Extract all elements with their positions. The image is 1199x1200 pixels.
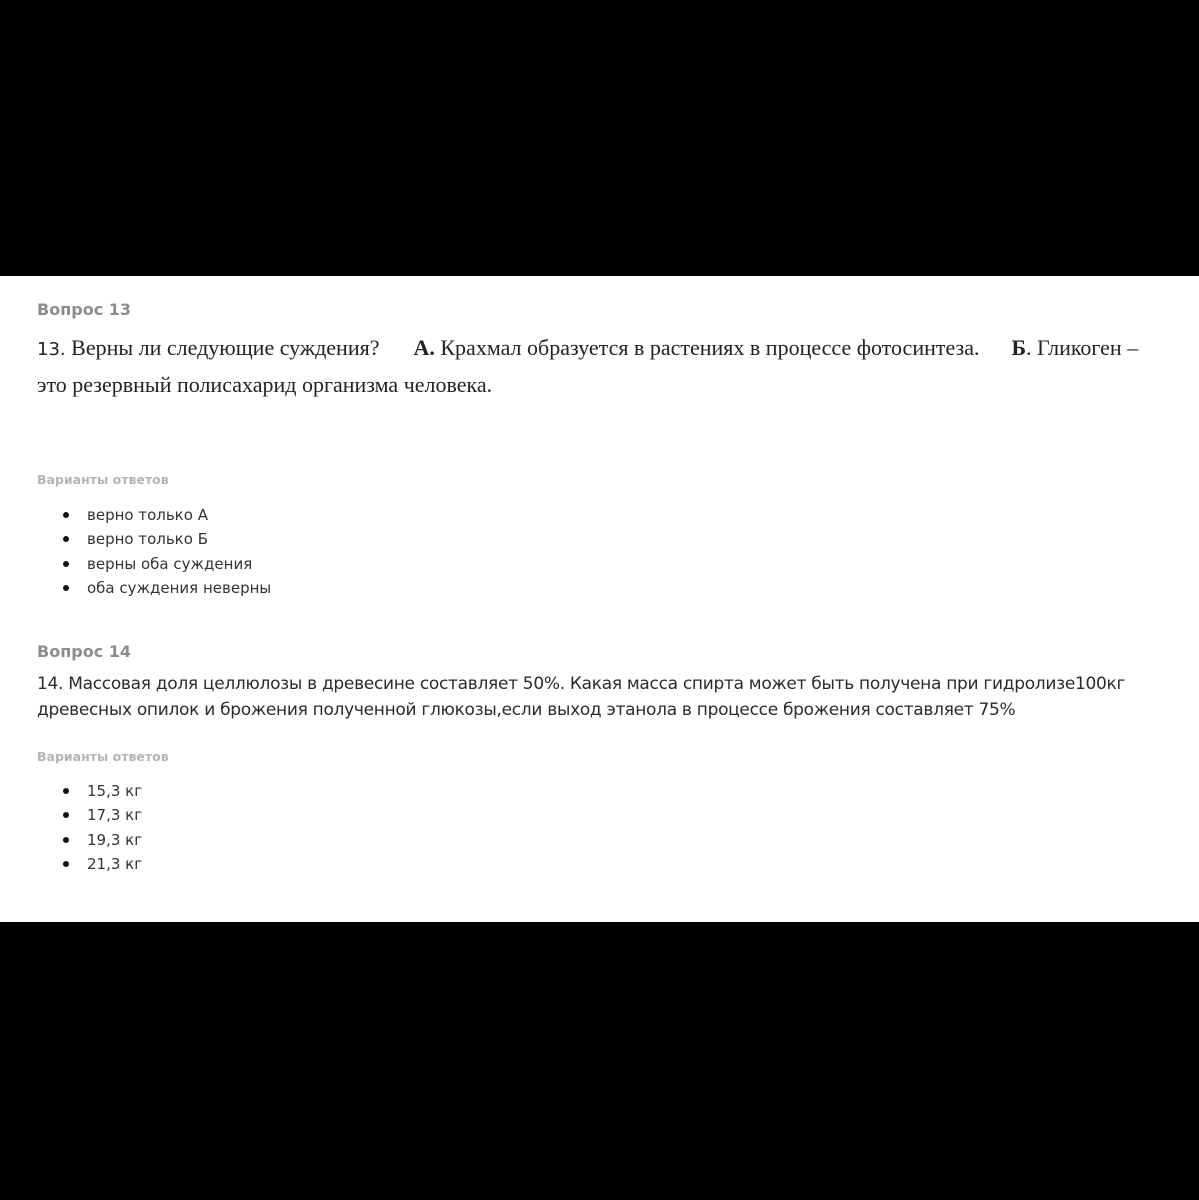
bullet-icon [63,837,69,843]
question-13-text [37,330,1147,402]
question-13-part1: Верны ли следующие суждения? [71,335,380,360]
answer-option[interactable] [62,830,142,854]
answer-option-label: 15,3 кг [87,782,143,800]
question-13-number: 13. [37,339,66,360]
question-13-label: Вопрос 13 [37,300,132,319]
statement-a-mark: А. [413,335,435,360]
bullet-icon [63,512,69,518]
statement-a-text: Крахмал образуется в растениях в процессе фотосинтеза. [440,335,980,360]
answer-option-label: оба суждения неверны [87,579,272,598]
answer-option[interactable] [62,578,271,602]
letterbox-top [0,0,1199,276]
answer-option[interactable] [62,505,271,529]
answer-list-14 [62,781,142,879]
statement-b-mark: Б [1011,335,1027,360]
answer-option-label: верно только А [87,506,208,524]
answer-list-13 [62,505,271,603]
answer-option[interactable] [62,554,271,578]
answer-option-label: 17,3 кг [87,806,143,825]
bullet-icon [63,585,69,591]
bullet-icon [63,861,69,867]
quiz-content [0,276,1199,922]
answer-option[interactable] [62,529,271,553]
answer-option-label: 19,3 кг [87,830,143,849]
bullet-icon [63,561,69,567]
answer-option[interactable] [62,805,142,829]
letterbox-bottom [0,922,1199,1200]
answer-option-label: 21,3 кг [87,855,143,874]
statement-b-text: Гликоген – это резервный полисахарид организма человека. [37,335,1139,397]
question-14-label: Вопрос 14 [37,642,132,661]
answers-title-14: Варианты ответов [37,749,169,764]
answer-option[interactable] [62,781,142,805]
bullet-icon [63,536,69,542]
answers-title-13: Варианты ответов [37,472,169,487]
question-14-text: 14. Массовая доля целлюлозы в древесине составляет 50%. Какая масса спирта может быть получена при гидролизе100кг древесных опилок и брожения полученной глюкозы,если выход этанола в процессе брожения составляет 75% [37,674,1126,720]
answer-option-label: верно только Б [87,530,208,549]
answer-option[interactable] [62,854,142,878]
bullet-icon [63,812,69,818]
statement-b-dot: . [1026,335,1032,360]
bullet-icon [63,788,69,794]
answer-option-label: верны оба суждения [87,554,253,573]
